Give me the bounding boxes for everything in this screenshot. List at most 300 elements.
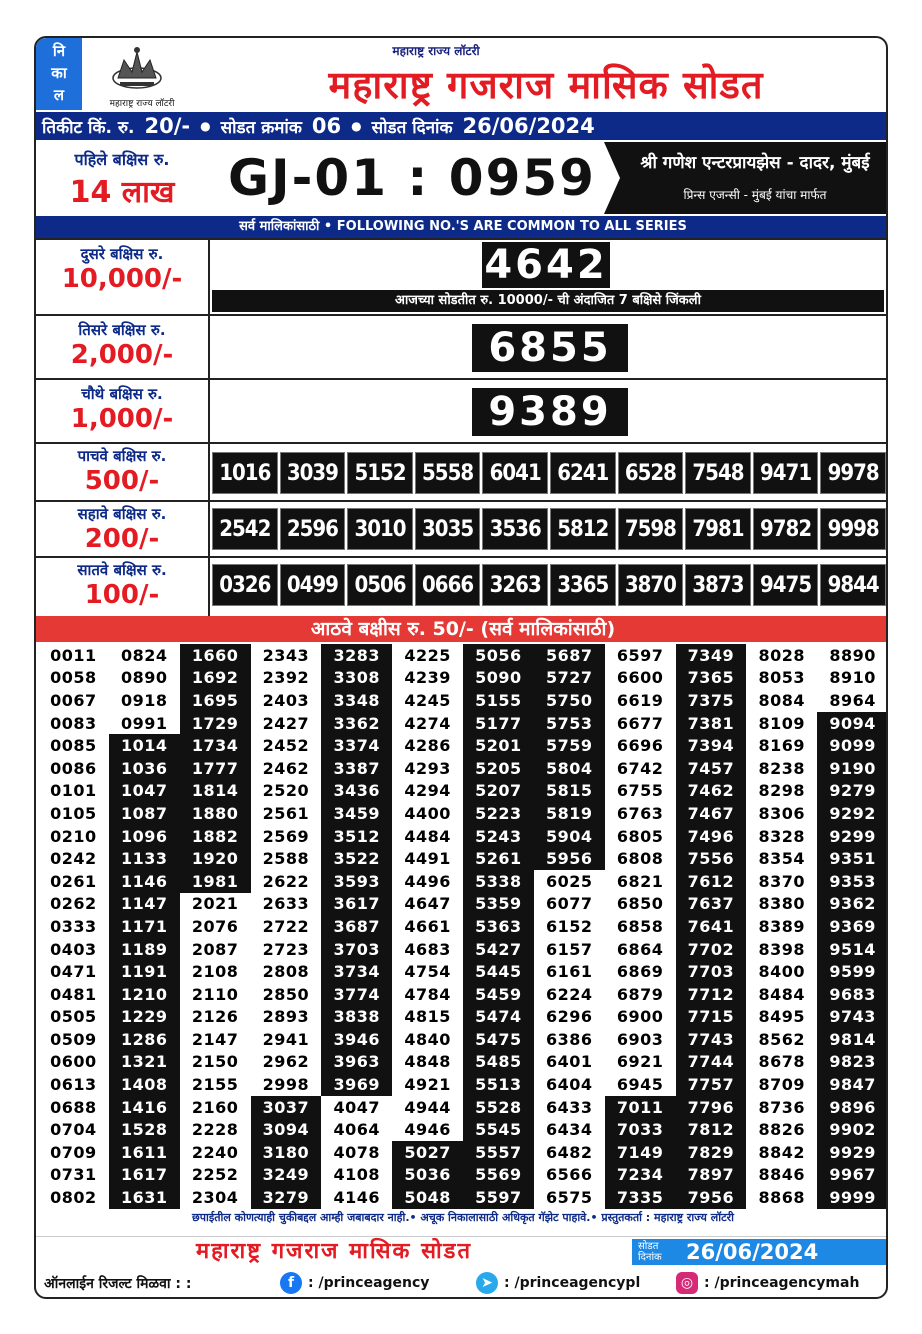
eighth-prize-number: 9967 xyxy=(817,1164,888,1187)
prize-number-cell: 7548 xyxy=(685,452,751,494)
second-prize-amount: 10,000/- xyxy=(61,264,183,294)
eighth-prize-number: 4294 xyxy=(392,780,463,803)
nikal-line-1: नि xyxy=(52,42,66,60)
eighth-prize-number: 4047 xyxy=(321,1096,392,1119)
agency-name: श्री गणेश एन्टरप्रायझेस - दादर, मुंबई xyxy=(640,153,870,173)
eighth-prize-number: 1814 xyxy=(180,780,251,803)
eighth-prize-number: 9514 xyxy=(817,938,888,961)
eighth-prize-number: 9929 xyxy=(817,1141,888,1164)
prize-number-cell: 6041 xyxy=(482,452,548,494)
prize-number-cell: 0326 xyxy=(212,564,278,606)
eighth-prize-number: 2520 xyxy=(251,780,322,803)
third-prize-amount: 2,000/- xyxy=(70,340,174,370)
eighth-prize-number: 6763 xyxy=(605,802,676,825)
eighth-prize-number: 6850 xyxy=(605,893,676,916)
eighth-prize-number: 5485 xyxy=(463,1051,534,1074)
eighth-prize-number: 0083 xyxy=(38,712,109,735)
eighth-prize-number: 7467 xyxy=(676,802,747,825)
eighth-prize-number: 7556 xyxy=(676,847,747,870)
prize-number-cell: 3870 xyxy=(618,564,684,606)
eighth-prize-column xyxy=(605,644,676,1209)
eighth-prize-number: 4840 xyxy=(392,1028,463,1051)
eighth-prize-number: 8053 xyxy=(746,667,817,690)
agency-subline: प्रिन्स एजन्सी - मुंबई यांचा मार्फत xyxy=(683,188,827,202)
eighth-prize-number: 6401 xyxy=(534,1051,605,1074)
eighth-prize-column xyxy=(321,644,392,1209)
eighth-prize-number: 0067 xyxy=(38,689,109,712)
eighth-prize-table xyxy=(38,644,888,1209)
eighth-prize-number: 9599 xyxy=(817,960,888,983)
eighth-prize-number: 5261 xyxy=(463,847,534,870)
eighth-prize-number: 8910 xyxy=(817,667,888,690)
eighth-prize-number: 9099 xyxy=(817,734,888,757)
eighth-prize-number: 1146 xyxy=(109,870,180,893)
eighth-prize-number: 8826 xyxy=(746,1118,817,1141)
eighth-prize-number: 7011 xyxy=(605,1096,676,1119)
eighth-prize-number: 0011 xyxy=(38,644,109,667)
eighth-prize-number: 6821 xyxy=(605,870,676,893)
eighth-prize-number: 3774 xyxy=(321,983,392,1006)
eighth-prize-number: 6434 xyxy=(534,1118,605,1141)
eighth-prize-number: 5727 xyxy=(534,667,605,690)
eighth-prize-number: 3512 xyxy=(321,825,392,848)
eighth-prize-number: 7375 xyxy=(676,689,747,712)
eighth-prize-number: 0262 xyxy=(38,893,109,916)
facebook-icon: f xyxy=(280,1272,302,1294)
eighth-prize-number: 6152 xyxy=(534,915,605,938)
eighth-prize-number: 8370 xyxy=(746,870,817,893)
eighth-prize-number: 5687 xyxy=(534,644,605,667)
eighth-prize-number: 3094 xyxy=(251,1118,322,1141)
eighth-prize-number: 8398 xyxy=(746,938,817,961)
eighth-prize-number: 5759 xyxy=(534,734,605,757)
eighth-prize-number: 8678 xyxy=(746,1051,817,1074)
eighth-prize-number: 5513 xyxy=(463,1073,534,1096)
eighth-prize-number: 7349 xyxy=(676,644,747,667)
eighth-prize-number: 3387 xyxy=(321,757,392,780)
divider xyxy=(36,238,888,240)
common-series-bar: सर्व मालिकांसाठी • FOLLOWING NO.'S ARE COMMON TO ALL SERIES xyxy=(36,216,888,238)
eighth-prize-number: 6900 xyxy=(605,1006,676,1029)
prize-number-cell: 3263 xyxy=(482,564,548,606)
fourth-prize-number: 9389 xyxy=(472,388,628,436)
eighth-prize-number: 8084 xyxy=(746,689,817,712)
eighth-prize-number: 3180 xyxy=(251,1141,322,1164)
eighth-prize-number: 6619 xyxy=(605,689,676,712)
eighth-prize-number: 1087 xyxy=(109,802,180,825)
eighth-prize-number: 4921 xyxy=(392,1073,463,1096)
eighth-prize-number: 6921 xyxy=(605,1051,676,1074)
eighth-prize-number: 4484 xyxy=(392,825,463,848)
eighth-prize-number: 8328 xyxy=(746,825,817,848)
eighth-prize-number: 0471 xyxy=(38,960,109,983)
eighth-prize-number: 1047 xyxy=(109,780,180,803)
eighth-prize-column xyxy=(180,644,251,1209)
eighth-prize-number: 2808 xyxy=(251,960,322,983)
prize-number-cell: 0666 xyxy=(415,564,481,606)
eighth-prize-number: 4064 xyxy=(321,1118,392,1141)
first-prize-label xyxy=(36,142,208,214)
eighth-prize-number: 8028 xyxy=(746,644,817,667)
prize-number-cell: 3873 xyxy=(685,564,751,606)
eighth-prize-number: 8354 xyxy=(746,847,817,870)
eighth-prize-number: 5956 xyxy=(534,847,605,870)
eighth-prize-number: 6600 xyxy=(605,667,676,690)
eighth-prize-number: 3703 xyxy=(321,938,392,961)
seventh-prize-label xyxy=(36,560,208,610)
eighth-prize-number: 6864 xyxy=(605,938,676,961)
seventh-prize-amount: 100/- xyxy=(84,580,160,610)
eighth-prize-number: 7149 xyxy=(605,1141,676,1164)
eighth-prize-number: 6805 xyxy=(605,825,676,848)
eighth-prize-number: 5048 xyxy=(392,1186,463,1209)
eighth-prize-number: 1660 xyxy=(180,644,251,667)
eighth-prize-number: 1920 xyxy=(180,847,251,870)
eighth-prize-number: 2240 xyxy=(180,1141,251,1164)
eighth-prize-number: 2569 xyxy=(251,825,322,848)
instagram-link[interactable] xyxy=(676,1272,859,1294)
eighth-prize-number: 4784 xyxy=(392,983,463,1006)
eighth-prize-number: 6858 xyxy=(605,915,676,938)
eighth-prize-number: 7702 xyxy=(676,938,747,961)
eighth-prize-number: 8868 xyxy=(746,1186,817,1209)
eighth-prize-number: 7462 xyxy=(676,780,747,803)
eighth-prize-number: 9847 xyxy=(817,1073,888,1096)
eighth-prize-number: 7812 xyxy=(676,1118,747,1141)
eighth-prize-number: 5155 xyxy=(463,689,534,712)
eighth-prize-number: 4245 xyxy=(392,689,463,712)
eighth-prize-number: 3838 xyxy=(321,1006,392,1029)
eighth-prize-heading: आठवे बक्षीस रु. 50/- (सर्व मालिकांसाठी) xyxy=(36,616,888,642)
eighth-prize-number: 6404 xyxy=(534,1073,605,1096)
prize-number-cell: 2542 xyxy=(212,508,278,550)
ticket-price: 20/- xyxy=(144,114,191,138)
eighth-prize-number: 8709 xyxy=(746,1073,817,1096)
eighth-prize-number: 0890 xyxy=(109,667,180,690)
lottery-result-sheet xyxy=(34,36,888,1299)
eighth-prize-number: 5223 xyxy=(463,802,534,825)
eighth-prize-number: 8736 xyxy=(746,1096,817,1119)
eighth-prize-number: 9683 xyxy=(817,983,888,1006)
eighth-prize-number: 6808 xyxy=(605,847,676,870)
eighth-prize-number: 5090 xyxy=(463,667,534,690)
eighth-prize-number: 2150 xyxy=(180,1051,251,1074)
eighth-prize-number: 5207 xyxy=(463,780,534,803)
eighth-prize-number: 6296 xyxy=(534,1006,605,1029)
eighth-prize-number: 9292 xyxy=(817,802,888,825)
eighth-prize-column xyxy=(392,644,463,1209)
eighth-prize-number: 5445 xyxy=(463,960,534,983)
eighth-prize-number: 6077 xyxy=(534,893,605,916)
eighth-prize-column xyxy=(463,644,534,1209)
eighth-prize-number: 0802 xyxy=(38,1186,109,1209)
eighth-prize-number: 7335 xyxy=(605,1186,676,1209)
agency-box xyxy=(604,142,888,214)
eighth-prize-number: 8964 xyxy=(817,689,888,712)
eighth-prize-number: 3969 xyxy=(321,1073,392,1096)
eighth-prize-number: 6433 xyxy=(534,1096,605,1119)
divider xyxy=(36,500,888,502)
eighth-prize-number: 8846 xyxy=(746,1164,817,1187)
fourth-prize-title: चौथे बक्षिस रु. xyxy=(81,385,163,403)
eighth-prize-number: 8890 xyxy=(817,644,888,667)
eighth-prize-number: 1416 xyxy=(109,1096,180,1119)
eighth-prize-number: 2160 xyxy=(180,1096,251,1119)
eighth-prize-number: 1777 xyxy=(180,757,251,780)
eighth-prize-number: 3436 xyxy=(321,780,392,803)
prize-number-cell: 0506 xyxy=(347,564,413,606)
eighth-prize-number: 1528 xyxy=(109,1118,180,1141)
prize-number-cell: 7981 xyxy=(685,508,751,550)
eighth-prize-number: 0086 xyxy=(38,757,109,780)
eighth-prize-number: 9362 xyxy=(817,893,888,916)
eighth-prize-number: 8238 xyxy=(746,757,817,780)
nikal-line-3: ल xyxy=(53,86,65,104)
eighth-prize-number: 6869 xyxy=(605,960,676,983)
divider xyxy=(36,378,888,380)
bullet-icon: ● xyxy=(351,119,362,133)
prize-number-cell: 3035 xyxy=(415,508,481,550)
eighth-prize-number: 1321 xyxy=(109,1051,180,1074)
telegram-handle: : /princeagencypl xyxy=(504,1275,641,1291)
eighth-prize-number: 6879 xyxy=(605,983,676,1006)
eighth-prize-number: 1408 xyxy=(109,1073,180,1096)
second-prize-number: 4642 xyxy=(482,242,610,288)
eighth-prize-number: 2622 xyxy=(251,870,322,893)
eighth-prize-number: 0210 xyxy=(38,825,109,848)
eighth-prize-number: 6742 xyxy=(605,757,676,780)
eighth-prize-number: 7956 xyxy=(676,1186,747,1209)
eighth-prize-number: 1189 xyxy=(109,938,180,961)
eighth-prize-number: 4239 xyxy=(392,667,463,690)
divider xyxy=(36,442,888,444)
eighth-prize-number: 7033 xyxy=(605,1118,676,1141)
eighth-prize-number: 2452 xyxy=(251,734,322,757)
eighth-prize-number: 3308 xyxy=(321,667,392,690)
eighth-prize-number: 1880 xyxy=(180,802,251,825)
eighth-prize-number: 1191 xyxy=(109,960,180,983)
eighth-prize-number: 1631 xyxy=(109,1186,180,1209)
eighth-prize-number: 0105 xyxy=(38,802,109,825)
eighth-prize-number: 2155 xyxy=(180,1073,251,1096)
eighth-prize-number: 6945 xyxy=(605,1073,676,1096)
eighth-prize-number: 6575 xyxy=(534,1186,605,1209)
eighth-prize-number: 2392 xyxy=(251,667,322,690)
eighth-prize-number: 3522 xyxy=(321,847,392,870)
eighth-prize-number: 9823 xyxy=(817,1051,888,1074)
prize-number-cell: 9998 xyxy=(820,508,886,550)
seventh-prize-numbers xyxy=(212,564,886,606)
eighth-prize-number: 9190 xyxy=(817,757,888,780)
eighth-prize-number: 2304 xyxy=(180,1186,251,1209)
eighth-prize-number: 1611 xyxy=(109,1141,180,1164)
eighth-prize-number: 5036 xyxy=(392,1164,463,1187)
eighth-prize-number: 0058 xyxy=(38,667,109,690)
facebook-handle: : /princeagency xyxy=(308,1275,430,1291)
prize-number-cell: 9471 xyxy=(753,452,819,494)
sixth-prize-numbers xyxy=(212,508,886,550)
eighth-prize-number: 1171 xyxy=(109,915,180,938)
eighth-prize-number: 6903 xyxy=(605,1028,676,1051)
eighth-prize-number: 0101 xyxy=(38,780,109,803)
eighth-prize-number: 2588 xyxy=(251,847,322,870)
prize-number-cell: 9475 xyxy=(753,564,819,606)
eighth-prize-number: 6224 xyxy=(534,983,605,1006)
nikal-line-2: का xyxy=(51,64,67,82)
eighth-prize-number: 6696 xyxy=(605,734,676,757)
eighth-prize-number: 0704 xyxy=(38,1118,109,1141)
eighth-prize-number: 2108 xyxy=(180,960,251,983)
eighth-prize-number: 7234 xyxy=(605,1164,676,1187)
eighth-prize-number: 3459 xyxy=(321,802,392,825)
eighth-prize-number: 8380 xyxy=(746,893,817,916)
divider xyxy=(36,556,888,558)
eighth-prize-column xyxy=(38,644,109,1209)
second-prize-note: आजच्या सोडतीत रु. 10000/- ची अंदाजित 7 बक्षिसे जिंकली xyxy=(212,290,884,312)
eighth-prize-number: 5359 xyxy=(463,893,534,916)
eighth-prize-number: 9902 xyxy=(817,1118,888,1141)
eighth-prize-number: 6566 xyxy=(534,1164,605,1187)
eighth-prize-number: 0613 xyxy=(38,1073,109,1096)
eighth-prize-number: 5819 xyxy=(534,802,605,825)
eighth-prize-number: 3374 xyxy=(321,734,392,757)
prize-number-cell: 9978 xyxy=(820,452,886,494)
eighth-prize-number: 2110 xyxy=(180,983,251,1006)
eighth-prize-number: 7365 xyxy=(676,667,747,690)
eighth-prize-number: 6677 xyxy=(605,712,676,735)
eighth-prize-column xyxy=(676,644,747,1209)
logo-caption: महाराष्ट्र राज्य लॉटरी xyxy=(109,99,175,109)
eighth-prize-number: 2941 xyxy=(251,1028,322,1051)
eighth-prize-number: 7796 xyxy=(676,1096,747,1119)
eighth-prize-number: 8495 xyxy=(746,1006,817,1029)
eighth-prize-number: 2147 xyxy=(180,1028,251,1051)
prize-number-cell: 3010 xyxy=(347,508,413,550)
eighth-prize-number: 4225 xyxy=(392,644,463,667)
eighth-prize-number: 7743 xyxy=(676,1028,747,1051)
ticket-price-label: तिकीट किं. रु. xyxy=(42,117,135,138)
footer-bar xyxy=(36,1236,888,1266)
prize-number-cell: 5558 xyxy=(415,452,481,494)
eighth-prize-number: 0505 xyxy=(38,1006,109,1029)
eighth-prize-number: 8169 xyxy=(746,734,817,757)
eighth-prize-number: 5804 xyxy=(534,757,605,780)
eighth-prize-number: 4944 xyxy=(392,1096,463,1119)
eighth-prize-number: 1734 xyxy=(180,734,251,757)
prize-number-cell: 1016 xyxy=(212,452,278,494)
eighth-prize-number: 5597 xyxy=(463,1186,534,1209)
eighth-prize-number: 5243 xyxy=(463,825,534,848)
eighth-prize-number: 4400 xyxy=(392,802,463,825)
eighth-prize-number: 3283 xyxy=(321,644,392,667)
fifth-prize-label xyxy=(36,446,208,496)
eighth-prize-number: 9094 xyxy=(817,712,888,735)
eighth-prize-number: 5528 xyxy=(463,1096,534,1119)
eighth-prize-number: 3348 xyxy=(321,689,392,712)
eighth-prize-number: 4286 xyxy=(392,734,463,757)
fifth-prize-amount: 500/- xyxy=(84,466,160,496)
eighth-prize-number: 1882 xyxy=(180,825,251,848)
facebook-link[interactable] xyxy=(280,1272,476,1294)
eighth-prize-number: 2126 xyxy=(180,1006,251,1029)
eighth-prize-number: 0824 xyxy=(109,644,180,667)
eighth-prize-number: 0991 xyxy=(109,712,180,735)
fourth-prize-amount: 1,000/- xyxy=(70,404,174,434)
second-prize-title: दुसरे बक्षिस रु. xyxy=(80,245,164,263)
third-prize-title: तिसरे बक्षिस रु. xyxy=(78,321,166,339)
eighth-prize-number: 8389 xyxy=(746,915,817,938)
eighth-prize-number: 1695 xyxy=(180,689,251,712)
state-lottery-heading: महाराष्ट्र राज्य लॉटरी xyxy=(392,44,480,58)
eighth-prize-number: 7641 xyxy=(676,915,747,938)
third-prize-label xyxy=(36,320,208,370)
eighth-prize-number: 0242 xyxy=(38,847,109,870)
footer-title: महाराष्ट्र गजराज मासिक सोडत xyxy=(196,1239,472,1264)
eighth-prize-number: 7381 xyxy=(676,712,747,735)
eighth-prize-number: 2723 xyxy=(251,938,322,961)
eighth-prize-number: 7496 xyxy=(676,825,747,848)
eighth-prize-number: 6755 xyxy=(605,780,676,803)
telegram-link[interactable] xyxy=(476,1272,676,1294)
first-prize-title: पहिले बक्षिस रु. xyxy=(74,150,170,169)
prize-number-cell: 5812 xyxy=(550,508,616,550)
footer-date: 26/06/2024 xyxy=(686,1240,819,1264)
eighth-prize-number: 1286 xyxy=(109,1028,180,1051)
eighth-prize-number: 2087 xyxy=(180,938,251,961)
eighth-prize-number: 5815 xyxy=(534,780,605,803)
eighth-prize-number: 1147 xyxy=(109,893,180,916)
info-bar xyxy=(36,112,888,140)
eighth-prize-number: 7612 xyxy=(676,870,747,893)
eighth-prize-number: 9743 xyxy=(817,1006,888,1029)
prize-number-cell: 7598 xyxy=(618,508,684,550)
first-prize-amount: 14 लाख xyxy=(69,175,175,210)
divider xyxy=(36,314,888,316)
eighth-prize-number: 8562 xyxy=(746,1028,817,1051)
eighth-prize-number: 0600 xyxy=(38,1051,109,1074)
draw-date-label: सोडत दिनांक xyxy=(371,117,453,138)
eighth-prize-number: 6025 xyxy=(534,870,605,893)
eighth-prize-number: 2343 xyxy=(251,644,322,667)
eighth-prize-number: 7757 xyxy=(676,1073,747,1096)
eighth-prize-number: 5904 xyxy=(534,825,605,848)
eighth-prize-column xyxy=(817,644,888,1209)
eighth-prize-number: 5569 xyxy=(463,1164,534,1187)
eighth-prize-number: 2228 xyxy=(180,1118,251,1141)
draw-number: 06 xyxy=(311,114,342,138)
prize-number-cell: 6241 xyxy=(550,452,616,494)
eighth-prize-number: 2998 xyxy=(251,1073,322,1096)
prize-number-cell: 6528 xyxy=(618,452,684,494)
eighth-prize-number: 4815 xyxy=(392,1006,463,1029)
eighth-prize-number: 2427 xyxy=(251,712,322,735)
eighth-prize-number: 1692 xyxy=(180,667,251,690)
eighth-prize-number: 7744 xyxy=(676,1051,747,1074)
second-prize-label xyxy=(36,244,208,294)
eighth-prize-number: 5177 xyxy=(463,712,534,735)
sixth-prize-label xyxy=(36,504,208,554)
eighth-prize-number: 9896 xyxy=(817,1096,888,1119)
eighth-prize-number: 8306 xyxy=(746,802,817,825)
eighth-prize-number: 9999 xyxy=(817,1186,888,1209)
eighth-prize-number: 2462 xyxy=(251,757,322,780)
eighth-prize-number: 7703 xyxy=(676,960,747,983)
eighth-prize-number: 9279 xyxy=(817,780,888,803)
eighth-prize-number: 9353 xyxy=(817,870,888,893)
eighth-prize-number: 8842 xyxy=(746,1141,817,1164)
eighth-prize-number: 6161 xyxy=(534,960,605,983)
eighth-prize-number: 0261 xyxy=(38,870,109,893)
